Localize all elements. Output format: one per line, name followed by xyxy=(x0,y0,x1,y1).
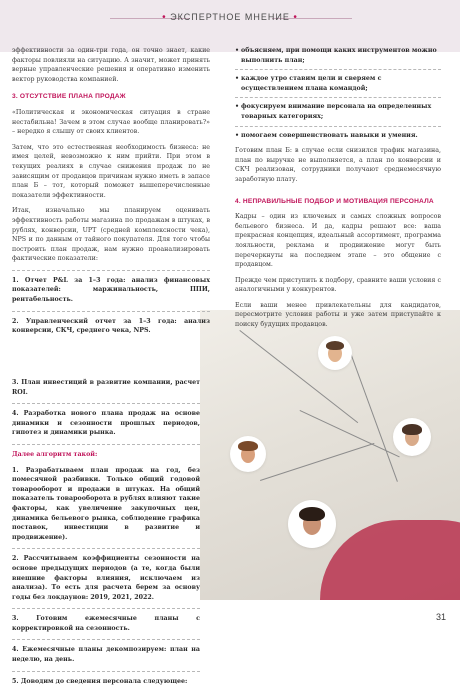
right-column xyxy=(235,46,441,336)
divider xyxy=(12,311,210,312)
algorithm-heading: Далее алгоритм такой: xyxy=(12,450,98,458)
list-item: 1. Разрабатываем план продаж на год, без помесячной разбивки. Только общий годовой товарооборот и продажи в штуках. На общий показатель товарооборота в рублях влияют такие факторы, как увеличение закупочных цен, динамика бельевого рынка, соблюдение графика поставок, инвестиции в развитие и продвижение). xyxy=(12,466,200,541)
header-band xyxy=(0,0,460,52)
candidate-photo-icon xyxy=(320,338,350,368)
list-item: 4. Разработка нового плана продаж на основе динамики и сезонности прошлых периодов, гипотез и динамики рынка. xyxy=(12,410,200,437)
bullet-item: • фокусируем внимание персонала на определенных товарных категориях; xyxy=(235,102,441,121)
divider xyxy=(235,69,441,70)
list-item: 5. Доводим до сведения персонала следующее: xyxy=(12,677,188,685)
list-item: 1. Отчет P&L за 1–3 года: анализ финансовых показателей: маржинальность, ППИ, рентабельность. xyxy=(12,276,210,304)
header-dot-left: • xyxy=(162,12,167,23)
divider xyxy=(12,548,200,549)
shirt-shape xyxy=(320,520,460,600)
paragraph: Если ваши менее привлекательны для кандидатов, пересмотрите условия работы и уже затем приступайте к поиску будущих продавцов. xyxy=(235,301,441,329)
paragraph: Затем, что это естественная необходимость бизнеса: не имея целей, невозможно к ним прийти. При этом в текущих реалиях в случае снижения продаж по не зависящим от продавцов причинам нужно иметь в запасе план Б – тот, который поможет вышеперечисленные показатели эффективности. xyxy=(12,143,210,199)
page-number: 31 xyxy=(435,612,446,622)
bullet-item: • объясняем, при помощи каких инструментов можно выполнить план; xyxy=(235,46,441,65)
list-item: 4. Ежемесячные планы декомпозируем: план на неделю, на день. xyxy=(12,646,200,664)
list-item: 2. Рассчитываем коэффициенты сезонности на основе предыдущих периодов (а те, когда были внешние факторы влияния, исключаем из анализа). То есть для расчета берем за основу годы без локдаунов: 2019, 2021, 2022. xyxy=(12,555,200,601)
intro-paragraph: эффективности за один-три года, он точно знает, какие факторы повлияли на ситуацию. А значит, может принять верные управленческие решения и оперативно изменить вектор руководства компанией. xyxy=(12,47,210,83)
candidate-photo-icon xyxy=(290,502,334,546)
section-heading: 3. ОТСУТСТВИЕ ПЛАНА ПРОДАЖ xyxy=(12,93,126,101)
divider xyxy=(12,403,200,404)
list-item: 3. Готовим ежемесячные планы с корректировкой на сезонность. xyxy=(12,615,200,632)
paragraph: «Политическая и экономическая ситуация в стране нестабильна! Зачем в этом случае вообще планировать?» – нередко я слышу от своих клиентов. xyxy=(12,108,210,136)
divider xyxy=(12,671,200,672)
paragraph: Прежде чем приступить к подбору, сравните ваши условия с аналогичными у конкурентов. xyxy=(235,276,441,294)
paragraph: Итак, изначально мы планируем оценивать эффективность работы магазина по продажам в штуках, в рублях, конверсии, UPT (средней комплексности чека), NPS и по данным от тайного покупателя. Для того чтобы построить план продаж, нам нужно проанализировать фактические показатели: xyxy=(12,207,210,263)
section-header xyxy=(0,12,460,23)
section-title: ЭКСПЕРТНОЕ МНЕНИЕ xyxy=(170,12,290,22)
divider xyxy=(235,126,441,127)
connector-line xyxy=(260,443,374,481)
divider xyxy=(12,444,200,445)
paragraph: Готовим план Б: в случае если снизился трафик магазина, план по выручке не выполняется, а план по конверсии и СКЧ реализован, сотрудники получают среднемесячную заработную плату. xyxy=(235,147,441,183)
divider xyxy=(235,97,441,98)
bullet-item: • каждое утро ставим цели и сверяем с осуществлением плана командой; xyxy=(235,74,441,93)
connector-line xyxy=(349,350,398,482)
bottom-column xyxy=(12,378,200,692)
bullet-item: • помогаем совершенствовать навыки и умения. xyxy=(235,131,441,141)
list-item: 2. Управленческий отчет за 1–3 года: анализ конверсии, СКЧ, среднего чека, NPS. xyxy=(12,317,210,335)
candidate-photo-icon xyxy=(232,438,264,470)
list-item: 3. План инвестиций в развитие компании, расчет ROI. xyxy=(12,379,200,396)
header-dot-right: • xyxy=(293,12,298,23)
left-column xyxy=(12,46,210,342)
section-heading: 4. НЕПРАВИЛЬНЫЕ ПОДБОР И МОТИВАЦИЯ ПЕРСОНАЛА xyxy=(235,197,434,205)
divider xyxy=(12,270,210,271)
paragraph: Кадры – один из ключевых и самых сложных вопросов бельевого бизнеса. И да, кадры решают все: ваша прекрасная концепция, идеальный ассортимент, программа лояльности, реклама и продвижение могут быть перечеркнуты на последнем этапе – это общение с продавцом. xyxy=(235,213,441,269)
candidate-photo-icon xyxy=(395,420,429,454)
divider xyxy=(12,608,200,609)
